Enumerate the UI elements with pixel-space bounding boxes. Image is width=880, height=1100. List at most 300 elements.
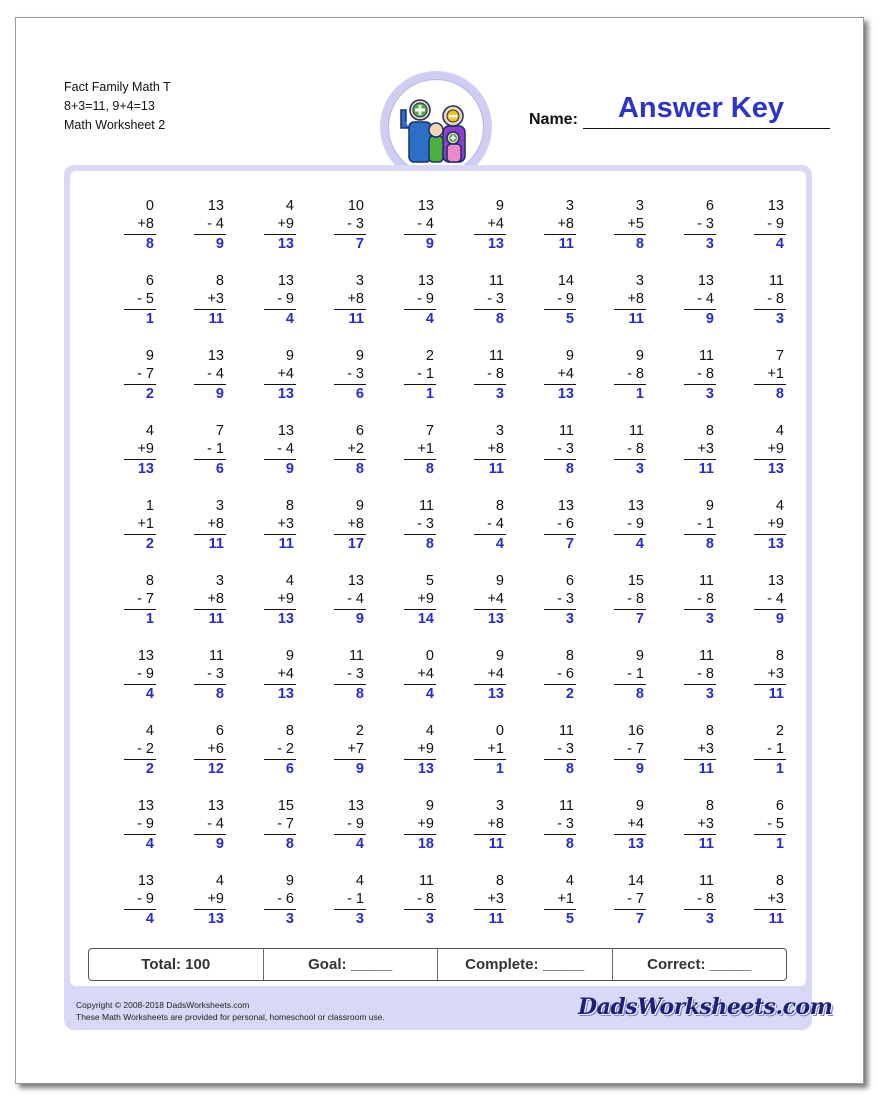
problem-answer[interactable]: 9 [215, 236, 224, 252]
problem-operator-number: - 5 [767, 816, 784, 832]
problem-operator-number: - 8 [627, 591, 644, 607]
problem-top-number: 8 [215, 273, 224, 289]
problem-top-number: 11 [698, 648, 714, 664]
problem-answer[interactable]: 8 [355, 686, 364, 702]
problem-answer[interactable]: 5 [565, 911, 574, 927]
problem-top-number: 9 [635, 348, 644, 364]
problem-answer[interactable]: 11 [208, 611, 224, 627]
problem-operator-number: - 3 [557, 591, 574, 607]
problem-answer[interactable]: 13 [137, 461, 154, 477]
problem-answer[interactable]: 1 [495, 761, 504, 777]
problem [520, 797, 580, 857]
problem-answer[interactable]: 13 [557, 386, 574, 402]
problem-answer[interactable]: 9 [355, 761, 364, 777]
problem-answer[interactable]: 11 [768, 686, 784, 702]
problem-answer[interactable]: 13 [767, 536, 784, 552]
problem [310, 347, 370, 407]
problem [450, 497, 510, 557]
problem-answer[interactable]: 13 [767, 461, 784, 477]
problem-top-number: 13 [207, 798, 224, 814]
problem-answer[interactable]: 2 [565, 686, 574, 702]
problem [450, 422, 510, 482]
problem-top-number: 2 [425, 348, 434, 364]
problem-answer[interactable]: 3 [425, 911, 434, 927]
problem-top-number: 4 [565, 873, 574, 889]
problem-operator-number: - 8 [487, 366, 504, 382]
problem-answer[interactable]: 4 [425, 686, 434, 702]
problem-answer[interactable]: 3 [285, 911, 294, 927]
problem-answer[interactable]: 7 [635, 611, 644, 627]
problem-answer[interactable]: 11 [488, 461, 504, 477]
goal-cell[interactable]: Goal: _____ [264, 949, 439, 980]
name-label: Name: [529, 111, 578, 128]
problem-answer[interactable]: 4 [495, 536, 504, 552]
problem-answer[interactable]: 4 [285, 311, 294, 327]
problem-operator-number: +1 [767, 366, 784, 382]
problem-answer[interactable]: 9 [775, 611, 784, 627]
problem [730, 797, 790, 857]
problem-answer[interactable]: 3 [705, 611, 714, 627]
problem [380, 347, 440, 407]
problem-answer[interactable]: 6 [285, 761, 294, 777]
complete-cell[interactable]: Complete: _____ [438, 949, 613, 980]
problem [170, 272, 230, 332]
problem-operator-number: +9 [417, 591, 434, 607]
problem [100, 872, 160, 932]
problem-top-number: 0 [425, 648, 434, 664]
problem-operator-number: - 3 [487, 291, 504, 307]
problem-operator-number: - 3 [347, 666, 364, 682]
problem [310, 572, 370, 632]
problem-top-number: 13 [627, 498, 644, 514]
problem [590, 872, 650, 932]
problem-answer[interactable]: 11 [488, 836, 504, 852]
problem-operator-number: - 9 [137, 891, 154, 907]
problem-top-number: 4 [285, 573, 294, 589]
problem-operator-number: - 7 [627, 891, 644, 907]
problem-answer[interactable]: 2 [145, 536, 154, 552]
problem-operator-number: - 1 [417, 366, 434, 382]
problem-operator-number: - 7 [277, 816, 294, 832]
problem-top-number: 13 [767, 198, 784, 214]
problem [310, 722, 370, 782]
problem-answer[interactable]: 13 [277, 236, 294, 252]
problem [730, 497, 790, 557]
problem [660, 572, 720, 632]
problem-top-number: 11 [698, 873, 714, 889]
problem-top-number: 11 [348, 648, 364, 664]
problem-top-number: 13 [277, 423, 294, 439]
problem [100, 647, 160, 707]
problem-top-number: 4 [285, 198, 294, 214]
problem-answer[interactable]: 9 [355, 611, 364, 627]
problem-operator-number: +9 [417, 816, 434, 832]
problem-operator-number: +3 [767, 891, 784, 907]
problem [310, 497, 370, 557]
problem-answer[interactable]: 11 [698, 461, 714, 477]
problem [590, 497, 650, 557]
problem-operator-number: - 7 [627, 741, 644, 757]
problem-answer[interactable]: 13 [627, 836, 644, 852]
problem-operator-number: - 9 [767, 216, 784, 232]
problem-top-number: 8 [705, 723, 714, 739]
problem-answer[interactable]: 13 [487, 686, 504, 702]
problem [520, 422, 580, 482]
problem-answer[interactable]: 14 [417, 611, 434, 627]
problem-answer[interactable]: 4 [775, 236, 784, 252]
problem-operator-number: - 9 [137, 816, 154, 832]
problem-top-number: 8 [775, 648, 784, 664]
problem-operator-number: - 6 [557, 516, 574, 532]
problem-operator-number: - 7 [137, 591, 154, 607]
problem-answer[interactable]: 11 [488, 911, 504, 927]
problem-operator-number: - 5 [137, 291, 154, 307]
problem-top-number: 9 [705, 498, 714, 514]
problem-operator-number: - 3 [347, 216, 364, 232]
problem [240, 647, 300, 707]
problem [450, 572, 510, 632]
problem [730, 872, 790, 932]
problem-answer[interactable]: 6 [355, 386, 364, 402]
problem [170, 347, 230, 407]
problem-top-number: 11 [488, 348, 504, 364]
problem-operator-number: +9 [137, 441, 154, 457]
problem-operator-number: - 9 [347, 816, 364, 832]
problem-operator-number: +3 [697, 816, 714, 832]
problem-top-number: 4 [775, 498, 784, 514]
problem-answer[interactable]: 9 [215, 836, 224, 852]
problem [240, 797, 300, 857]
problem-answer[interactable]: 6 [215, 461, 224, 477]
copyright-text [76, 999, 385, 1023]
name-field[interactable] [583, 128, 830, 129]
problem-operator-number: +3 [277, 516, 294, 532]
problem-top-number: 13 [347, 573, 364, 589]
problem-answer[interactable]: 3 [355, 911, 364, 927]
problem-answer[interactable]: 9 [635, 761, 644, 777]
problem-answer[interactable]: 1 [425, 386, 434, 402]
problem-operator-number: +8 [487, 816, 504, 832]
problem-top-number: 11 [698, 573, 714, 589]
problem [310, 872, 370, 932]
problem-operator-number: - 3 [697, 216, 714, 232]
problem-operator-number: - 4 [207, 816, 224, 832]
problem-answer[interactable]: 8 [565, 836, 574, 852]
problem-answer[interactable]: 9 [285, 461, 294, 477]
problem-top-number: 9 [495, 573, 504, 589]
problem [520, 347, 580, 407]
problem [240, 722, 300, 782]
problem-answer[interactable]: 9 [215, 386, 224, 402]
problem-operator-number: +8 [487, 441, 504, 457]
problem [450, 872, 510, 932]
problem-operator-number: +8 [207, 516, 224, 532]
problem-top-number: 13 [697, 273, 714, 289]
problem-answer[interactable]: 4 [145, 911, 154, 927]
problem-answer[interactable]: 3 [705, 686, 714, 702]
total-cell: Total: 100 [89, 949, 264, 980]
problem-answer[interactable]: 7 [355, 236, 364, 252]
problem-answer[interactable]: 8 [775, 386, 784, 402]
problem [310, 422, 370, 482]
problem-operator-number: +8 [347, 291, 364, 307]
problem-top-number: 7 [425, 423, 434, 439]
problem-answer[interactable]: 11 [698, 761, 714, 777]
problem-answer[interactable]: 7 [635, 911, 644, 927]
problem-operator-number: - 4 [277, 441, 294, 457]
problem-top-number: 13 [557, 498, 574, 514]
problem [100, 572, 160, 632]
problem-top-number: 14 [557, 273, 574, 289]
problem-answer[interactable]: 4 [145, 836, 154, 852]
problem-answer[interactable]: 11 [208, 311, 224, 327]
problem-answer[interactable]: 8 [425, 536, 434, 552]
problem-top-number: 9 [635, 648, 644, 664]
score-box [88, 948, 787, 981]
problem-operator-number: +1 [417, 441, 434, 457]
problem-answer[interactable]: 8 [425, 461, 434, 477]
problem-answer[interactable]: 8 [565, 761, 574, 777]
problem-answer[interactable]: 13 [417, 761, 434, 777]
problem [170, 797, 230, 857]
problem-answer[interactable]: 8 [145, 236, 154, 252]
problem-top-number: 11 [418, 873, 434, 889]
problem [590, 272, 650, 332]
problem [730, 722, 790, 782]
problem-operator-number: +4 [557, 366, 574, 382]
problem-answer[interactable]: 11 [628, 311, 644, 327]
problem [590, 422, 650, 482]
problem-answer[interactable]: 3 [495, 386, 504, 402]
brand-logo[interactable]: DadsWorksheets.com [578, 994, 833, 1020]
problem [310, 272, 370, 332]
problem-answer[interactable]: 3 [705, 911, 714, 927]
problem-top-number: 14 [627, 873, 644, 889]
problem-answer[interactable]: 8 [565, 461, 574, 477]
problem-top-number: 8 [285, 723, 294, 739]
problem-top-number: 13 [137, 798, 154, 814]
problem-top-number: 11 [558, 798, 574, 814]
problem [520, 722, 580, 782]
problem-answer[interactable]: 1 [635, 386, 644, 402]
problem [100, 347, 160, 407]
problem-answer[interactable]: 4 [145, 686, 154, 702]
problem-operator-number: +9 [277, 216, 294, 232]
problem-answer[interactable]: 8 [355, 461, 364, 477]
problem-answer[interactable]: 3 [705, 386, 714, 402]
problem-answer[interactable]: 13 [487, 611, 504, 627]
problem-answer[interactable]: 11 [348, 311, 364, 327]
problem-answer[interactable]: 8 [635, 236, 644, 252]
problem-operator-number: +8 [557, 216, 574, 232]
problem-operator-number: - 8 [697, 666, 714, 682]
problem-answer[interactable]: 1 [775, 761, 784, 777]
problem-operator-number: +8 [627, 291, 644, 307]
problem-operator-number: - 1 [697, 516, 714, 532]
problem-operator-number: - 4 [347, 591, 364, 607]
problem-top-number: 7 [775, 348, 784, 364]
title-line-1: Fact Family Math T [64, 80, 171, 94]
problem-answer[interactable]: 9 [425, 236, 434, 252]
problem-answer[interactable]: 11 [698, 836, 714, 852]
problem-answer[interactable]: 2 [145, 761, 154, 777]
problem-operator-number: - 3 [557, 741, 574, 757]
problem-top-number: 3 [635, 273, 644, 289]
problem [100, 497, 160, 557]
problem-operator-number: +4 [277, 366, 294, 382]
problem-answer[interactable]: 8 [215, 686, 224, 702]
problem-top-number: 0 [145, 198, 154, 214]
problem-operator-number: - 8 [417, 891, 434, 907]
family-math-icon [389, 80, 485, 176]
problem-operator-number: +3 [697, 741, 714, 757]
problem-operator-number: +3 [697, 441, 714, 457]
problem-answer[interactable]: 4 [635, 536, 644, 552]
problem-answer[interactable]: 3 [775, 311, 784, 327]
problem [450, 272, 510, 332]
problem-answer[interactable]: 8 [495, 311, 504, 327]
problem-operator-number: - 6 [277, 891, 294, 907]
problem-top-number: 4 [145, 423, 154, 439]
problem-top-number: 4 [355, 873, 364, 889]
problem [660, 722, 720, 782]
problem-answer[interactable]: 3 [565, 611, 574, 627]
problem-top-number: 2 [355, 723, 364, 739]
problem [660, 497, 720, 557]
problem-answer[interactable]: 11 [278, 536, 294, 552]
problem-answer[interactable]: 3 [635, 461, 644, 477]
problem-answer[interactable]: 13 [277, 386, 294, 402]
problem-answer[interactable]: 11 [208, 536, 224, 552]
problem [450, 197, 510, 257]
problem-operator-number: +1 [557, 891, 574, 907]
problem-top-number: 4 [425, 723, 434, 739]
problem-top-number: 11 [698, 348, 714, 364]
problem-top-number: 11 [558, 723, 574, 739]
problem [730, 422, 790, 482]
problem [520, 197, 580, 257]
problem [100, 422, 160, 482]
problem-operator-number: +4 [277, 666, 294, 682]
problem [240, 197, 300, 257]
problem-answer[interactable]: 1 [145, 611, 154, 627]
problem [380, 647, 440, 707]
problem-top-number: 3 [565, 198, 574, 214]
problem [730, 647, 790, 707]
problem-operator-number: +9 [767, 516, 784, 532]
problem [100, 722, 160, 782]
problem-operator-number: +3 [487, 891, 504, 907]
problem-operator-number: +4 [487, 591, 504, 607]
problem-operator-number: - 1 [207, 441, 224, 457]
problem-top-number: 9 [495, 198, 504, 214]
problem-answer[interactable]: 4 [355, 836, 364, 852]
problem-operator-number: - 2 [277, 741, 294, 757]
problem-answer[interactable]: 7 [565, 536, 574, 552]
problem [520, 572, 580, 632]
problem-answer[interactable]: 12 [207, 761, 224, 777]
problem-top-number: 3 [215, 573, 224, 589]
problem-top-number: 9 [285, 348, 294, 364]
problem [240, 497, 300, 557]
problem-operator-number: +9 [207, 891, 224, 907]
problem-operator-number: +1 [487, 741, 504, 757]
problem [450, 722, 510, 782]
problem-answer[interactable]: 9 [705, 311, 714, 327]
problem-answer[interactable]: 4 [425, 311, 434, 327]
problem-top-number: 9 [145, 348, 154, 364]
problem-answer[interactable]: 3 [705, 236, 714, 252]
problem-top-number: 3 [215, 498, 224, 514]
problem-top-number: 13 [207, 348, 224, 364]
problem-operator-number: +9 [277, 591, 294, 607]
problem [660, 197, 720, 257]
problem-operator-number: - 1 [627, 666, 644, 682]
problem-answer[interactable]: 5 [565, 311, 574, 327]
problem-top-number: 16 [627, 723, 644, 739]
problem-answer[interactable]: 11 [768, 911, 784, 927]
problem-operator-number: - 3 [347, 366, 364, 382]
problem-operator-number: - 9 [137, 666, 154, 682]
problem-top-number: 6 [775, 798, 784, 814]
problem [730, 197, 790, 257]
problem-top-number: 11 [768, 273, 784, 289]
problem-answer[interactable]: 13 [277, 686, 294, 702]
problem-top-number: 6 [565, 573, 574, 589]
problem-answer[interactable]: 13 [277, 611, 294, 627]
problem-operator-number: +8 [347, 516, 364, 532]
problem-answer[interactable]: 13 [207, 911, 224, 927]
problem-operator-number: - 8 [767, 291, 784, 307]
problem [590, 797, 650, 857]
problem-answer[interactable]: 13 [487, 236, 504, 252]
problem [520, 497, 580, 557]
problem [170, 422, 230, 482]
problem-answer[interactable]: 2 [145, 386, 154, 402]
problem-operator-number: - 6 [557, 666, 574, 682]
problem [100, 797, 160, 857]
problem-answer[interactable]: 18 [417, 836, 434, 852]
correct-cell[interactable]: Correct: _____ [647, 956, 752, 973]
problem [170, 497, 230, 557]
problem [310, 797, 370, 857]
problem [380, 572, 440, 632]
problem-top-number: 13 [417, 198, 434, 214]
worksheet-title-block [64, 78, 171, 135]
problem-top-number: 1 [145, 498, 154, 514]
problem [520, 647, 580, 707]
problem-operator-number: - 8 [627, 366, 644, 382]
problem-answer[interactable]: 8 [285, 836, 294, 852]
problem-top-number: 8 [495, 873, 504, 889]
problem [660, 347, 720, 407]
problem-top-number: 9 [425, 798, 434, 814]
problem-operator-number: +8 [207, 591, 224, 607]
problem-answer[interactable]: 17 [347, 536, 364, 552]
problem-answer[interactable]: 8 [635, 686, 644, 702]
problem-answer[interactable]: 8 [705, 536, 714, 552]
problem [240, 422, 300, 482]
problem-answer[interactable]: 1 [775, 836, 784, 852]
problem-top-number: 4 [775, 423, 784, 439]
problem [170, 197, 230, 257]
problem-operator-number: +8 [137, 216, 154, 232]
problem [170, 872, 230, 932]
problem-answer[interactable]: 1 [145, 311, 154, 327]
problem-answer[interactable]: 11 [558, 236, 574, 252]
problem [590, 572, 650, 632]
problem [590, 722, 650, 782]
